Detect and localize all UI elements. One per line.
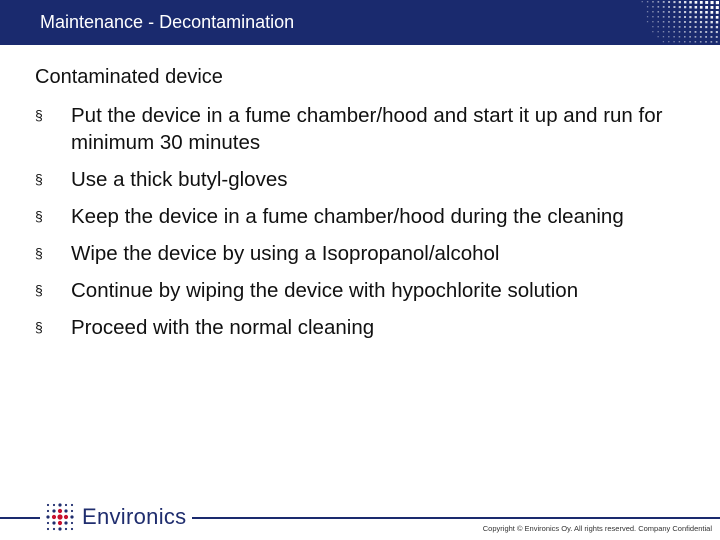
- logo-dot-grid-icon: [44, 501, 76, 533]
- bullet-text: Put the device in a fume chamber/hood and start it up and run for minimum 30 minutes: [71, 104, 663, 154]
- list-item: [35, 240, 675, 267]
- bullet-text: Proceed with the normal cleaning: [71, 316, 375, 339]
- bullet-icon: §: [35, 245, 43, 261]
- bullet-icon: §: [35, 107, 43, 123]
- company-logo: [40, 500, 192, 534]
- bullet-text: Keep the device in a fume chamber/hood during the cleaning: [71, 205, 624, 228]
- list-item: [35, 277, 675, 304]
- page-title: Maintenance - Decontamination: [40, 12, 295, 32]
- bullet-icon: §: [35, 208, 43, 224]
- list-item: [35, 203, 675, 230]
- title-bar: [0, 0, 720, 45]
- bullet-text: Continue by wiping the device with hypochlorite solution: [71, 279, 579, 302]
- bullet-list: [35, 102, 675, 351]
- bullet-icon: §: [35, 319, 43, 335]
- bullet-icon: §: [35, 282, 43, 298]
- bullet-text: Use a thick butyl-gloves: [71, 168, 288, 191]
- dot-pattern-decoration: [630, 0, 720, 45]
- bullet-icon: §: [35, 171, 43, 187]
- bullet-text: Wipe the device by using a Isopropanol/alcohol: [71, 242, 500, 265]
- list-item: [35, 166, 675, 193]
- copyright-text: Copyright © Environics Oy. All rights reserved. Company Confidential: [482, 524, 712, 533]
- brand-name: Environics: [82, 504, 187, 529]
- section-subtitle: Contaminated device: [35, 66, 223, 88]
- copyright-container: [462, 520, 720, 538]
- list-item: [35, 102, 675, 156]
- list-item: [35, 314, 675, 341]
